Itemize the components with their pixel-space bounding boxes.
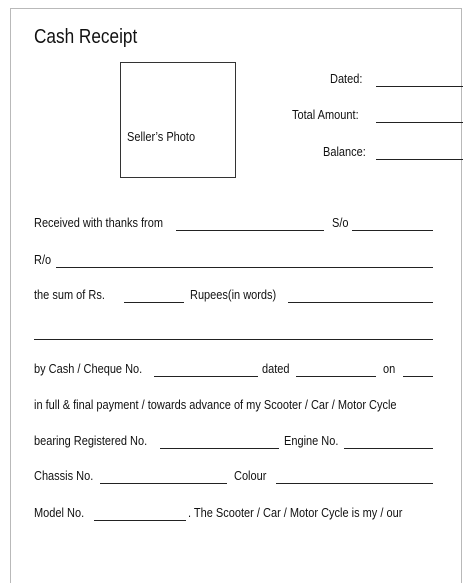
- engine-no-label: Engine No.: [284, 434, 339, 448]
- cash-cheque-label: by Cash / Cheque No.: [34, 362, 143, 376]
- sum-label: the sum of Rs.: [34, 288, 105, 302]
- dated-field[interactable]: [376, 86, 463, 87]
- balance-field[interactable]: [376, 159, 463, 160]
- seller-photo-box[interactable]: [120, 62, 236, 178]
- ro-field[interactable]: [56, 267, 433, 268]
- dated-label: Dated:: [330, 72, 363, 86]
- payment-text: in full & final payment / towards advance of my Scooter / Car / Motor Cycle: [34, 398, 397, 412]
- on-label: on: [383, 362, 396, 376]
- received-from-label: Received with thanks from: [34, 216, 164, 230]
- on-field[interactable]: [403, 376, 433, 377]
- total-amount-label: Total Amount:: [292, 108, 359, 122]
- total-amount-field[interactable]: [376, 122, 463, 123]
- cheque-dated-label: dated: [262, 362, 290, 376]
- so-field[interactable]: [352, 230, 433, 231]
- registered-no-label: bearing Registered No.: [34, 434, 148, 448]
- engine-no-field[interactable]: [344, 448, 433, 449]
- registered-no-field[interactable]: [160, 448, 279, 449]
- ownership-text: . The Scooter / Car / Motor Cycle is my / our: [188, 506, 403, 520]
- ro-label: R/o: [34, 253, 52, 267]
- sum-field[interactable]: [124, 302, 184, 303]
- so-label: S/o: [332, 216, 349, 230]
- chassis-no-field[interactable]: [100, 483, 227, 484]
- colour-field[interactable]: [276, 483, 433, 484]
- model-no-field[interactable]: [94, 520, 186, 521]
- cheque-no-field[interactable]: [154, 376, 258, 377]
- rupees-words-field[interactable]: [288, 302, 433, 303]
- model-no-label: Model No.: [34, 506, 85, 520]
- cheque-date-field[interactable]: [296, 376, 376, 377]
- balance-label: Balance:: [323, 145, 366, 159]
- receipt-title: Cash Receipt: [34, 26, 138, 48]
- received-from-field[interactable]: [176, 230, 324, 231]
- seller-photo-label: Seller’s Photo: [127, 130, 196, 144]
- continuation-line[interactable]: [34, 339, 433, 340]
- rupees-words-label: Rupees(in words): [190, 288, 277, 302]
- chassis-no-label: Chassis No.: [34, 469, 94, 483]
- colour-label: Colour: [234, 469, 267, 483]
